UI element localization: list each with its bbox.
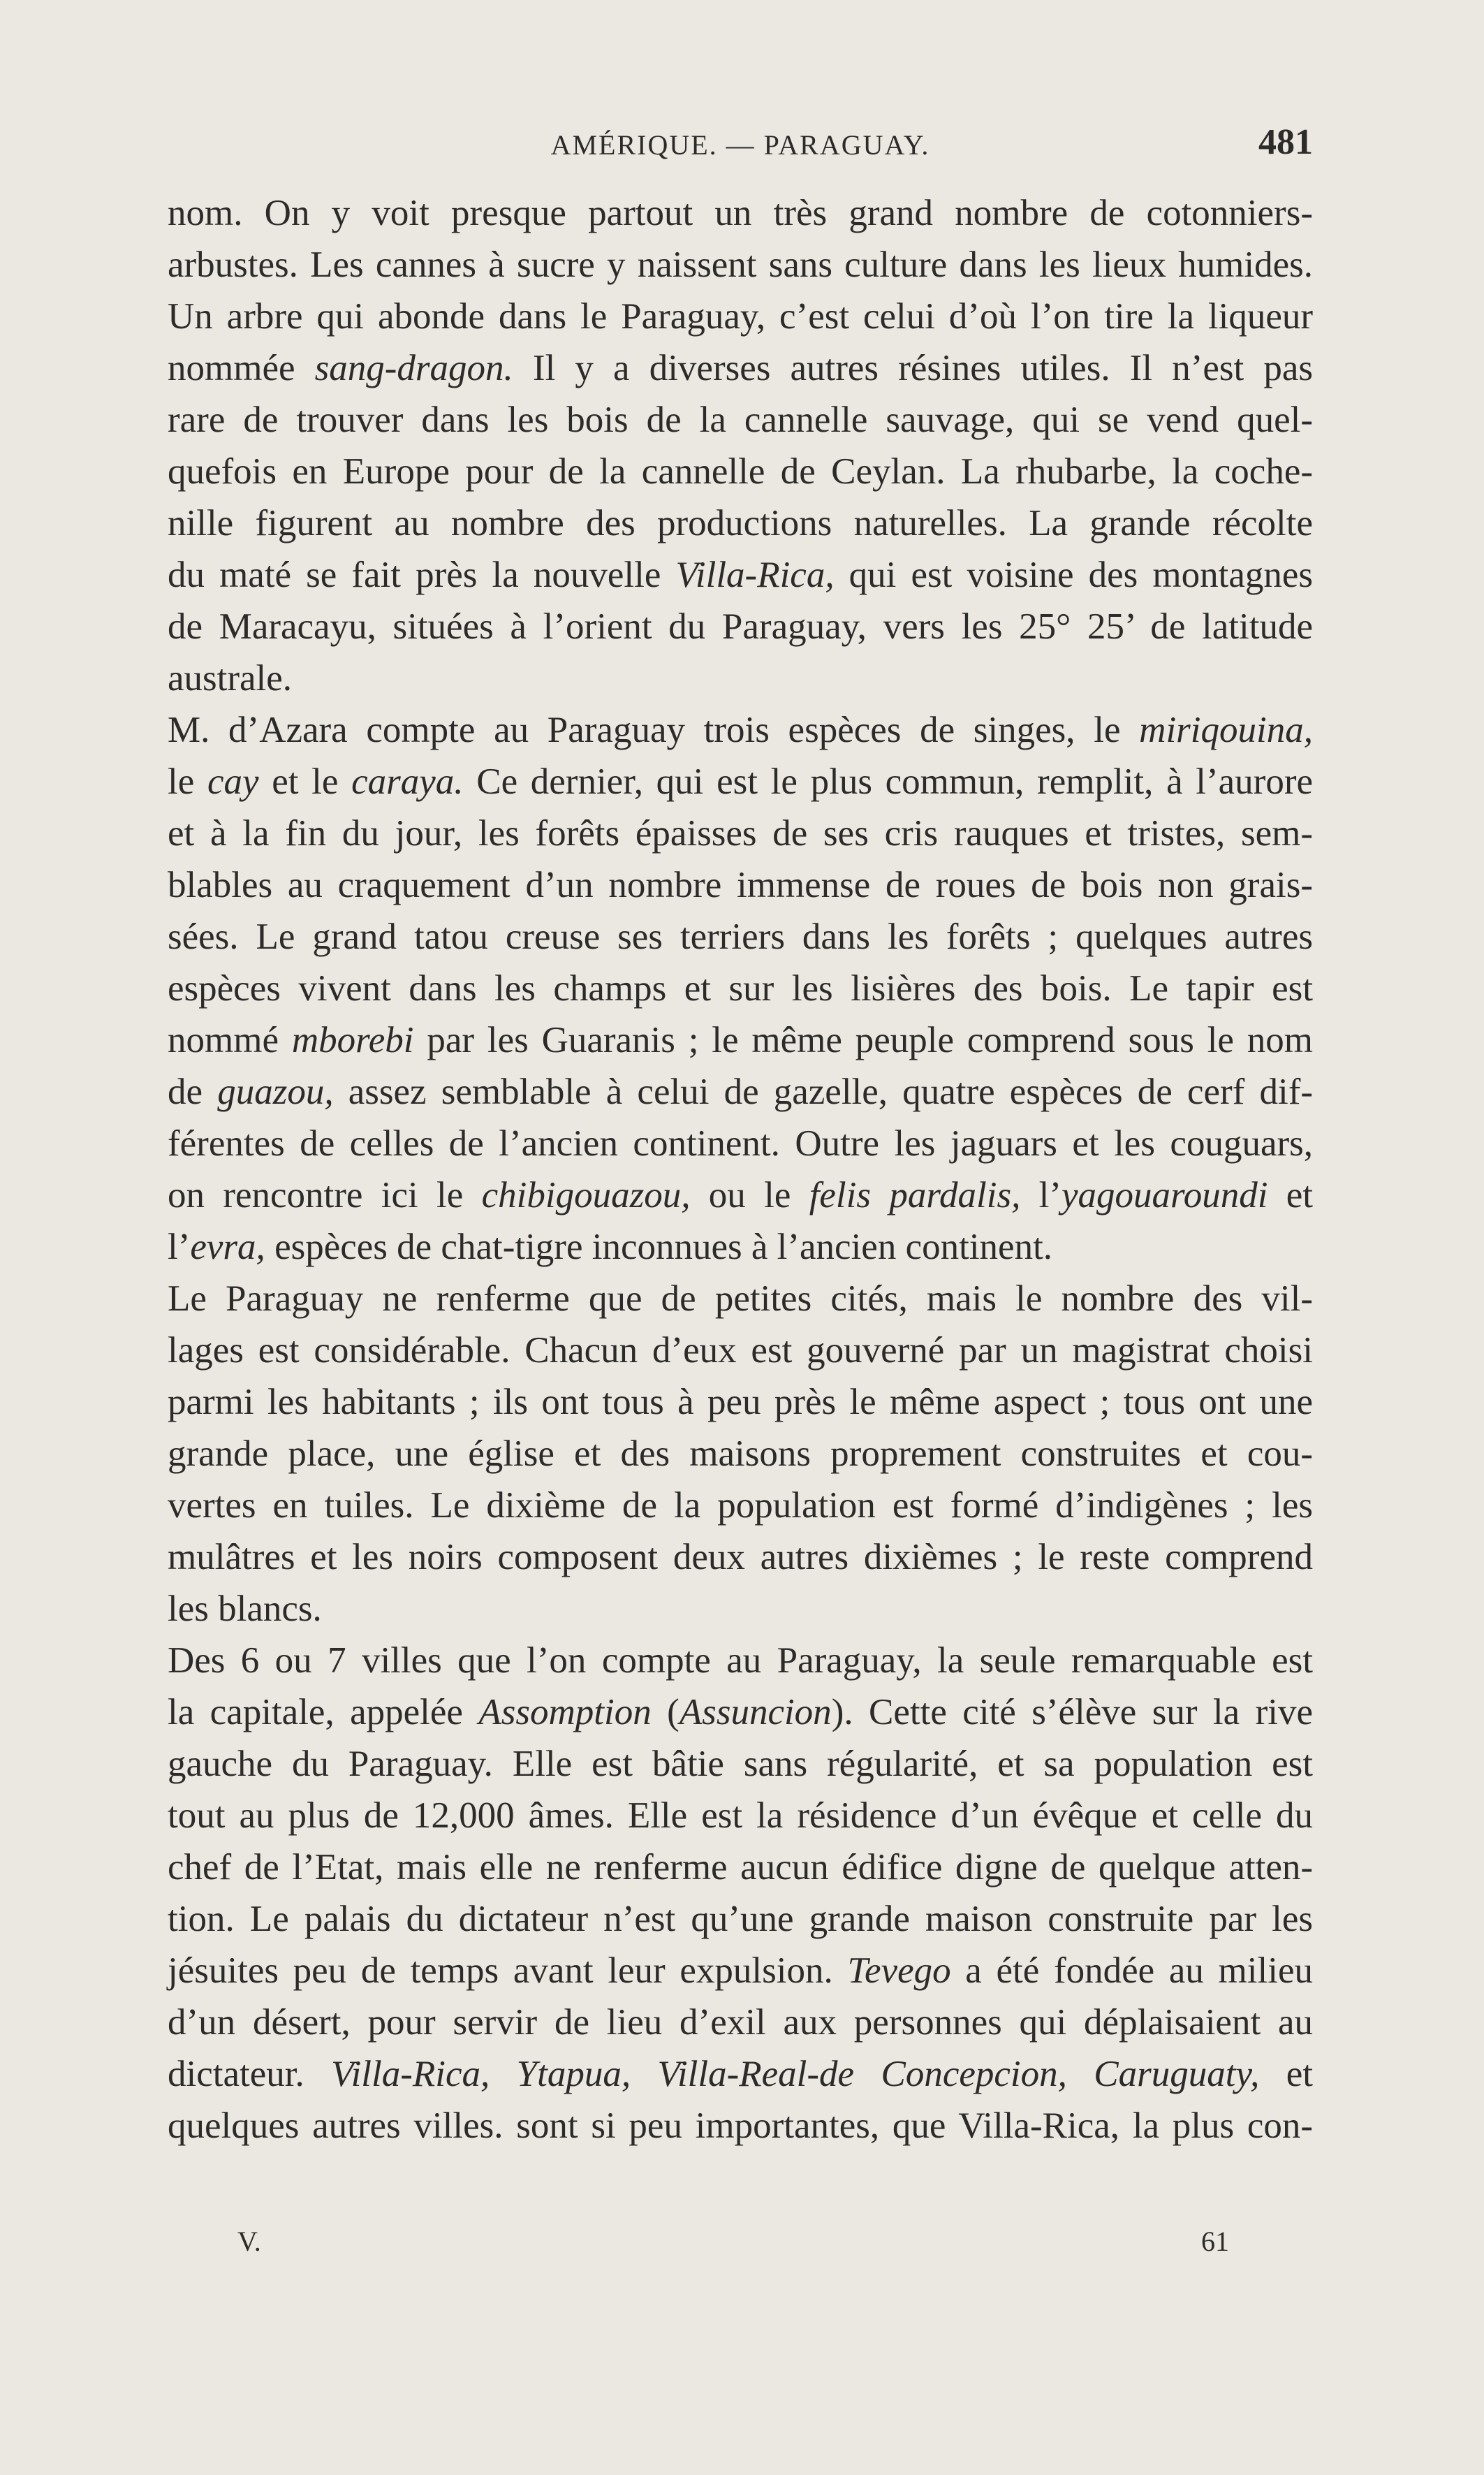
- page-header: [168, 122, 1313, 170]
- text-line: tion. Le palais du dictateur n’est qu’une grande maison construite par les: [168, 1899, 1313, 1939]
- page-number: 481: [1258, 122, 1313, 162]
- text-line: nom. On y voit presque partout un très grand nombre de cotonniers-: [168, 193, 1313, 233]
- text-line: nommée sang-dragon. Il y a diverses autres résines utiles. Il n’est pas: [168, 348, 1314, 388]
- text-line: férentes de celles de l’ancien continent. Outre les jaguars et les couguars,: [168, 1123, 1313, 1164]
- text-line: rare de trouver dans les bois de la cannelle sauvage, qui se vend quel-: [168, 400, 1313, 440]
- text-line: de Maracayu, situées à l’orient du Paraguay, vers les 25° 25’ de latitude: [168, 606, 1313, 647]
- text-line: Le Paraguay ne renferme que de petites cités, mais le nombre des vil-: [168, 1278, 1313, 1319]
- italic-term: Assuncion: [679, 1692, 832, 1732]
- italic-term: evra,: [190, 1227, 265, 1267]
- italic-term: Assomption: [478, 1692, 652, 1732]
- text-line: chef de l’Etat, mais elle ne renferme aucun édifice digne de quelque atten-: [168, 1847, 1313, 1888]
- text-line: vertes en tuiles. Le dixième de la population est formé d’indigènes ; les: [168, 1485, 1313, 1526]
- italic-term: Villa-Rica,: [675, 555, 835, 595]
- italic-term: guazou,: [217, 1072, 334, 1112]
- text-line: nommé mborebi par les Guaranis ; le même peuple comprend sous le nom: [168, 1020, 1314, 1060]
- text-line: blables au craquement d’un nombre immense de roues de bois non grais-: [168, 865, 1313, 905]
- italic-term: chibigouazou,: [481, 1175, 691, 1215]
- text-line: le cay et le caraya. Ce dernier, qui est le plus commun, remplit, à l’aurore: [168, 761, 1314, 802]
- italic-term: cay: [207, 761, 259, 802]
- italic-term: miriqouina,: [1139, 710, 1313, 750]
- italic-term: felis pardalis,: [809, 1175, 1021, 1215]
- page-footer: [237, 2225, 1229, 2260]
- text-line: de guazou, assez semblable à celui de gazelle, quatre espèces de cerf dif-: [168, 1072, 1313, 1112]
- text-line: et à la fin du jour, les forêts épaisses de ses cris rauques et tristes, sem-: [168, 813, 1313, 854]
- italic-term: caraya.: [351, 761, 464, 802]
- text-line: Des 6 ou 7 villes que l’on compte au Paraguay, la seule remarquable est: [168, 1640, 1313, 1681]
- text-line: sées. Le grand tatou creuse ses terriers dans les forêts ; quelques autres: [168, 917, 1313, 957]
- folio-number: 61: [1201, 2226, 1229, 2257]
- text-line: nille figurent au nombre des productions naturelles. La grande récolte: [168, 503, 1313, 543]
- text-line: quelques autres villes. sont si peu importantes, que Villa-Rica, la plus con-: [168, 2105, 1313, 2146]
- text-line: jésuites peu de temps avant leur expulsion. Tevego a été fondée au milieu: [168, 1950, 1313, 1991]
- text-line: la capitale, appelée Assomption (Assuncion). Cette cité s’élève sur la rive: [168, 1692, 1313, 1732]
- text-line: les blancs.: [168, 1589, 322, 1629]
- text-line: lages est considérable. Chacun d’eux est gouverné par un magistrat choisi: [168, 1330, 1313, 1371]
- text-line: M. d’Azara compte au Paraguay trois espèces de singes, le miriqouina,: [168, 710, 1313, 750]
- text-line: l’evra, espèces de chat-tigre inconnues à l’ancien continent.: [168, 1227, 1053, 1267]
- text-line: espèces vivent dans les champs et sur les lisières des bois. Le tapir est: [168, 968, 1313, 1009]
- text-line: on rencontre ici le chibigouazou, ou le felis pardalis, l’yagouaroundi et: [168, 1175, 1314, 1215]
- text-line: parmi les habitants ; ils ont tous à peu près le même aspect ; tous ont une: [168, 1382, 1313, 1422]
- text-line: tout au plus de 12,000 âmes. Elle est la résidence d’un évêque et celle du: [168, 1795, 1313, 1836]
- text-line: dictateur. Villa-Rica, Ytapua, Villa-Real-de Concepcion, Caruguaty, et: [168, 2054, 1313, 2094]
- running-title: AMÉRIQUE. — PARAGUAY.: [550, 129, 930, 161]
- italic-term: Villa-Rica, Ytapua, Villa-Real-de Concepcion, Caruguaty,: [331, 2054, 1260, 2094]
- text-line: grande place, une église et des maisons proprement construites et cou-: [168, 1433, 1313, 1474]
- text-line: mulâtres et les noirs composent deux autres dixièmes ; le reste comprend: [168, 1537, 1313, 1577]
- italic-term: yagouaroundi: [1061, 1175, 1268, 1215]
- text-line: arbustes. Les cannes à sucre y naissent sans culture dans les lieux humides.: [168, 244, 1313, 285]
- italic-term: mborebi: [291, 1020, 414, 1060]
- text-line: du maté se fait près la nouvelle Villa-Rica, qui est voisine des montagnes: [168, 555, 1313, 595]
- italic-term: Tevego: [847, 1950, 951, 1991]
- italic-term: sang-dragon.: [314, 348, 513, 388]
- text-line: gauche du Paraguay. Elle est bâtie sans régularité, et sa population est: [168, 1744, 1313, 1784]
- text-line: australe.: [168, 658, 293, 699]
- signature-mark: V.: [237, 2226, 261, 2257]
- text-line: quefois en Europe pour de la cannelle de Ceylan. La rhubarbe, la coche-: [168, 451, 1313, 492]
- body-text: [168, 187, 1313, 2152]
- text-line: Un arbre qui abonde dans le Paraguay, c’est celui d’où l’on tire la liqueur: [168, 296, 1313, 337]
- text-line: d’un désert, pour servir de lieu d’exil aux personnes qui déplaisaient au: [168, 2002, 1313, 2043]
